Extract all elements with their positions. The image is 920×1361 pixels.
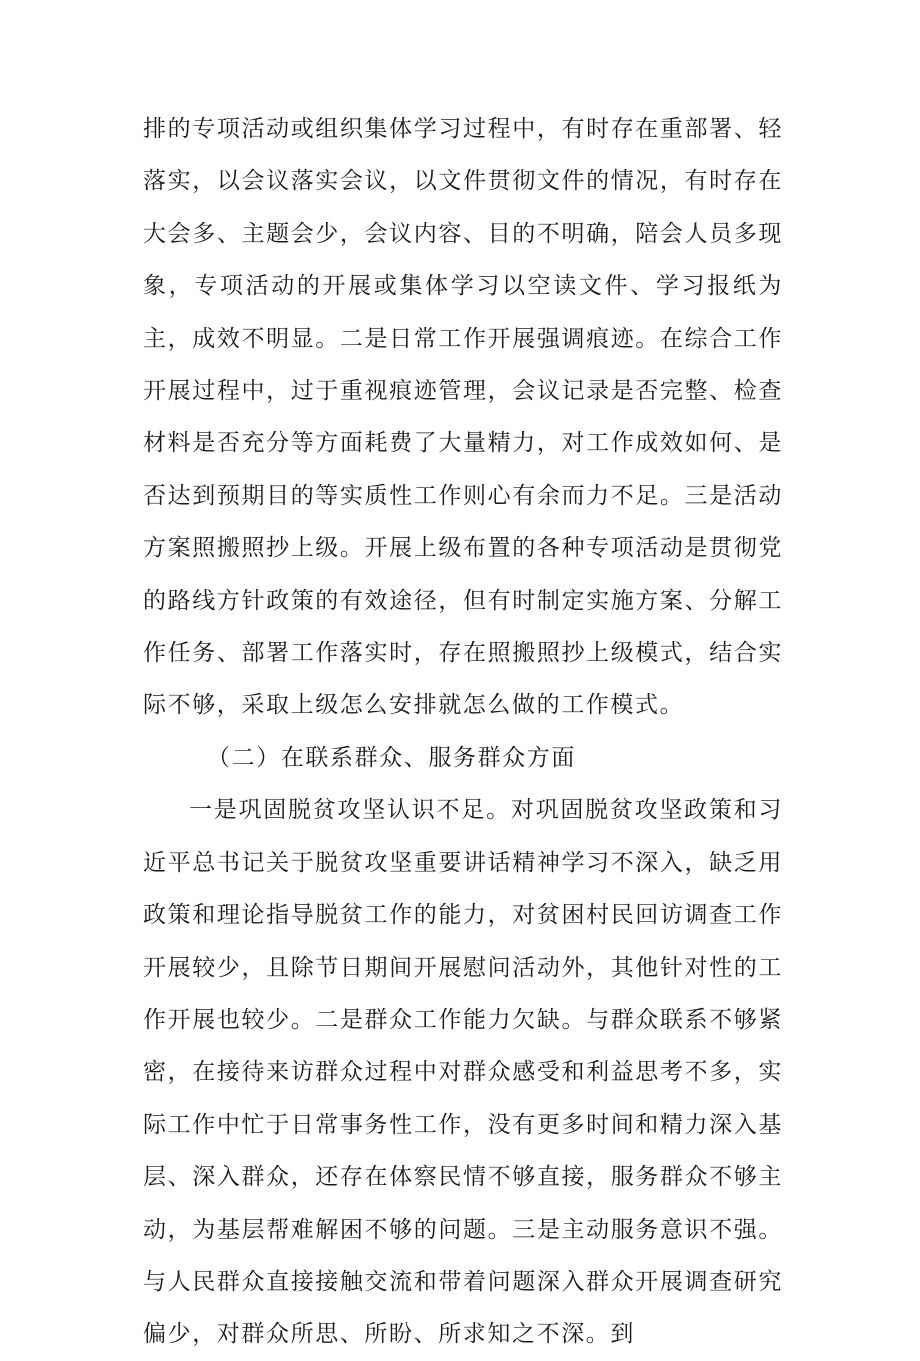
section-heading: （二）在联系群众、服务群众方面 [207, 744, 576, 771]
document-body [143, 103, 783, 1361]
body-paragraph: 一是巩固脱贫攻坚认识不足。对巩固脱贫攻坚政策和习近平总书记关于脱贫攻坚重要讲话精神学习不深入，缺乏用政策和理论指导脱贫工作的能力，对贫困村民回访调查工作开展较少，且除节日期间开展慰问活动外，其他针对性的工作开展也较少。二是群众工作能力欠缺。与群众联系不够紧密，在接待来访群众过程中对群众感受和利益思考不多，实际工作中忙于日常事务性工作，没有更多时间和精力深入基层、深入群众，还存在体察民情不够直接，服务群众不够主动，为基层帮难解困不够的问题。三是主动服务意识不强。与人民群众直接接触交流和带着问题深入群众开展调查研究偏少，对群众所思、所盼、所求知之不深。到 [143, 797, 783, 1348]
continued-paragraph: 排的专项活动或组织集体学习过程中，有时存在重部署、轻落实，以会议落实会议，以文件贯彻文件的情况，有时存在大会多、主题会少，会议内容、目的不明确，陪会人员多现象，专项活动的开展或集体学习以空读文件、学习报纸为主，成效不明显。二是日常工作开展强调痕迹。在综合工作开展过程中，过于重视痕迹管理，会议记录是否完整、检查材料是否充分等方面耗费了大量精力，对工作成效如何、是否达到预期目的等实质性工作则心有余而力不足。三是活动方案照搬照抄上级。开展上级布置的各种专项活动是贯彻党的路线方针政策的有效途径，但有时制定实施方案、分解工作任务、部署工作落实时，存在照搬照抄上级模式，结合实际不够，采取上级怎么安排就怎么做的工作模式。 [143, 116, 783, 719]
